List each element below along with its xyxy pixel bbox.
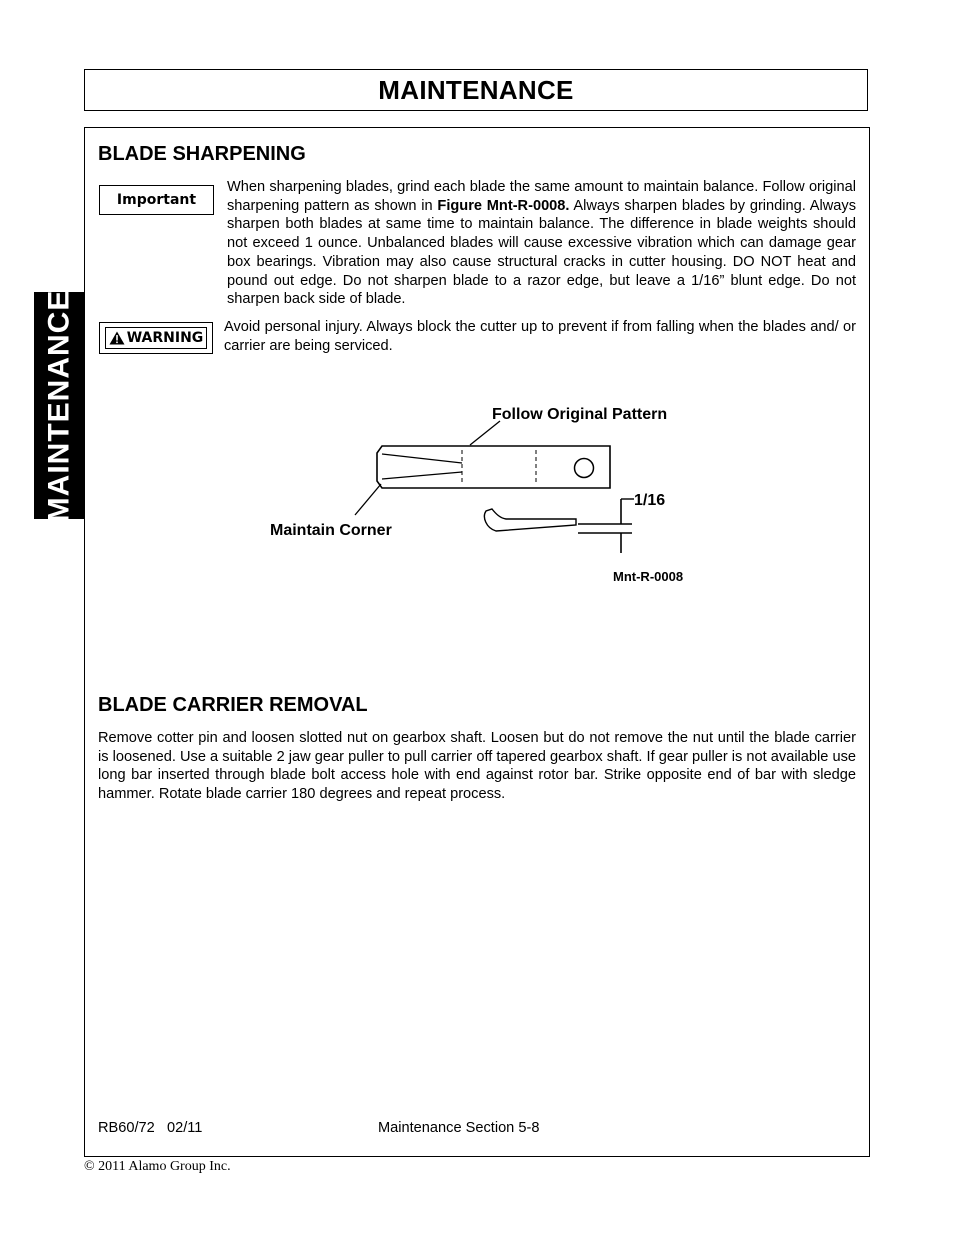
figure-id-label: Mnt-R-0008 [613,569,684,584]
warning-paragraph: Avoid personal injury. Always block the cutter up to prevent if from falling when the blades and/ or carrier are being serviced. [224,319,856,354]
bevel-line-lower [382,472,462,479]
page-title: MAINTENANCE [378,74,574,105]
warning-badge [99,322,213,354]
important-text-part1: When sharpening blades, grind each blade the same amount to maintain balance. Follow original sharpening pattern as shown in [227,179,856,214]
bevel-line-upper [382,454,462,463]
blade-sharpening-heading: BLADE SHARPENING [98,143,306,165]
page-header [84,69,868,111]
important-paragraph [227,178,856,309]
warning-triangle-icon [109,331,125,345]
corner-leader-line [355,484,381,515]
maintain-corner-label: Maintain Corner [270,522,392,539]
blade-sharpening-figure [260,395,710,590]
warning-label: WARNING [126,330,204,346]
side-tab-label: MAINTENANCE [42,289,76,522]
blade-carrier-paragraph: Remove cotter pin and loosen slotted nut on gearbox shaft. Loosen but do not remove the nut until the blade carrier is loosened. Use a suitable 2 jaw gear puller to pull carrier off tapered gearbox shaft. If gear puller is not available use long bar inserted through blade bolt access hole with end against rotor bar. Strike opposite end of bar with sledge hammer. Rotate blade carrier 180 degrees and repeat process. [98,730,856,803]
footer-model: RB60/72 02/11 [98,1120,203,1136]
warning-badge-inner [105,327,208,349]
copyright: © 2011 Alamo Group Inc. [84,1159,231,1174]
blade-edge-profile [484,509,576,531]
side-section-tab [34,289,84,522]
follow-pattern-label: Follow Original Pattern [492,406,668,423]
pattern-leader-line [470,421,500,445]
footer-section: Maintenance Section 5-8 [378,1120,540,1136]
bolt-hole [575,459,594,478]
blade-carrier-heading: BLADE CARRIER REMOVAL [98,694,368,716]
dimension-label: 1/16 [634,492,666,509]
important-text-part2: Always sharpen blades by grinding. Always sharpen both blades at same time to maintain balance. The difference in blade weights should not exceed 1 ounce. Unbalanced blades will cause excessive vibration which can damage gear box bearings. Vibration may also cause structural cracks in cutter housing. DO NOT heat and pound out edge. Do not sharpen blade to a razor edge, but leave a 1/16” blunt edge. Do not sharpen back side of blade. [227,197,856,308]
figure-reference: Figure Mnt-R-0008. [437,197,570,214]
important-label: Important [116,192,197,208]
important-badge [99,185,214,215]
